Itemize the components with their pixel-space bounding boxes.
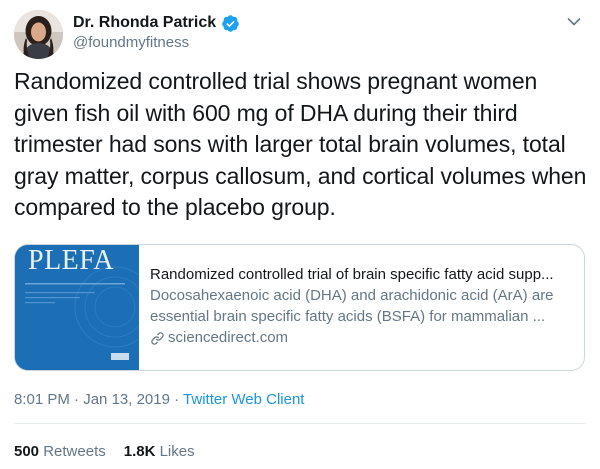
avatar-image	[14, 10, 63, 59]
card-description: Docosahexaenoic acid (DHA) and arachidonic acid (ArA) are essential brain specific fatty acids (BSFA) for mammalian ...	[150, 287, 554, 325]
journal-title: PLEFA	[28, 245, 114, 276]
card-domain-row	[150, 328, 572, 348]
link-icon	[150, 331, 165, 346]
meta-separator-2: ·	[174, 391, 180, 408]
card-content[interactable]	[139, 245, 584, 370]
verified-badge-icon	[221, 14, 240, 33]
card-thumbnail	[15, 245, 139, 370]
author-name-row[interactable]	[73, 13, 240, 33]
retweets-count: 500	[14, 443, 40, 460]
retweets-stat[interactable]	[14, 442, 106, 462]
avatar[interactable]	[14, 10, 63, 59]
chevron-down-icon[interactable]	[566, 14, 582, 30]
card-domain: sciencedirect.com	[168, 329, 289, 346]
tweet-client-link[interactable]: Twitter Web Client	[183, 391, 305, 408]
tweet-date[interactable]: Jan 13, 2019	[83, 391, 170, 408]
tweet-stats	[14, 442, 195, 462]
author-handle[interactable]: @foundmyfitness	[73, 34, 190, 51]
card-title: Randomized controlled trial of brain specific fatty acid supp...	[150, 266, 554, 283]
tweet-time[interactable]: 8:01 PM	[14, 391, 70, 408]
tweet-text: Randomized controlled trial shows pregnant women given fish oil with 600 mg of DHA during their third trimester had sons with larger total brain volumes, total gray matter, corpus callosum, and cortical volumes when compared to the placebo group.	[14, 68, 587, 220]
divider	[14, 423, 586, 424]
likes-stat[interactable]	[124, 442, 195, 462]
meta-separator: ·	[74, 391, 80, 408]
author-name[interactable]: Dr. Rhonda Patrick	[73, 14, 217, 31]
link-card[interactable]	[14, 244, 585, 371]
likes-count: 1.8K	[123, 443, 156, 460]
retweets-label: Retweets	[43, 443, 106, 460]
likes-label: Likes	[159, 443, 195, 460]
tweet-meta	[14, 390, 304, 410]
